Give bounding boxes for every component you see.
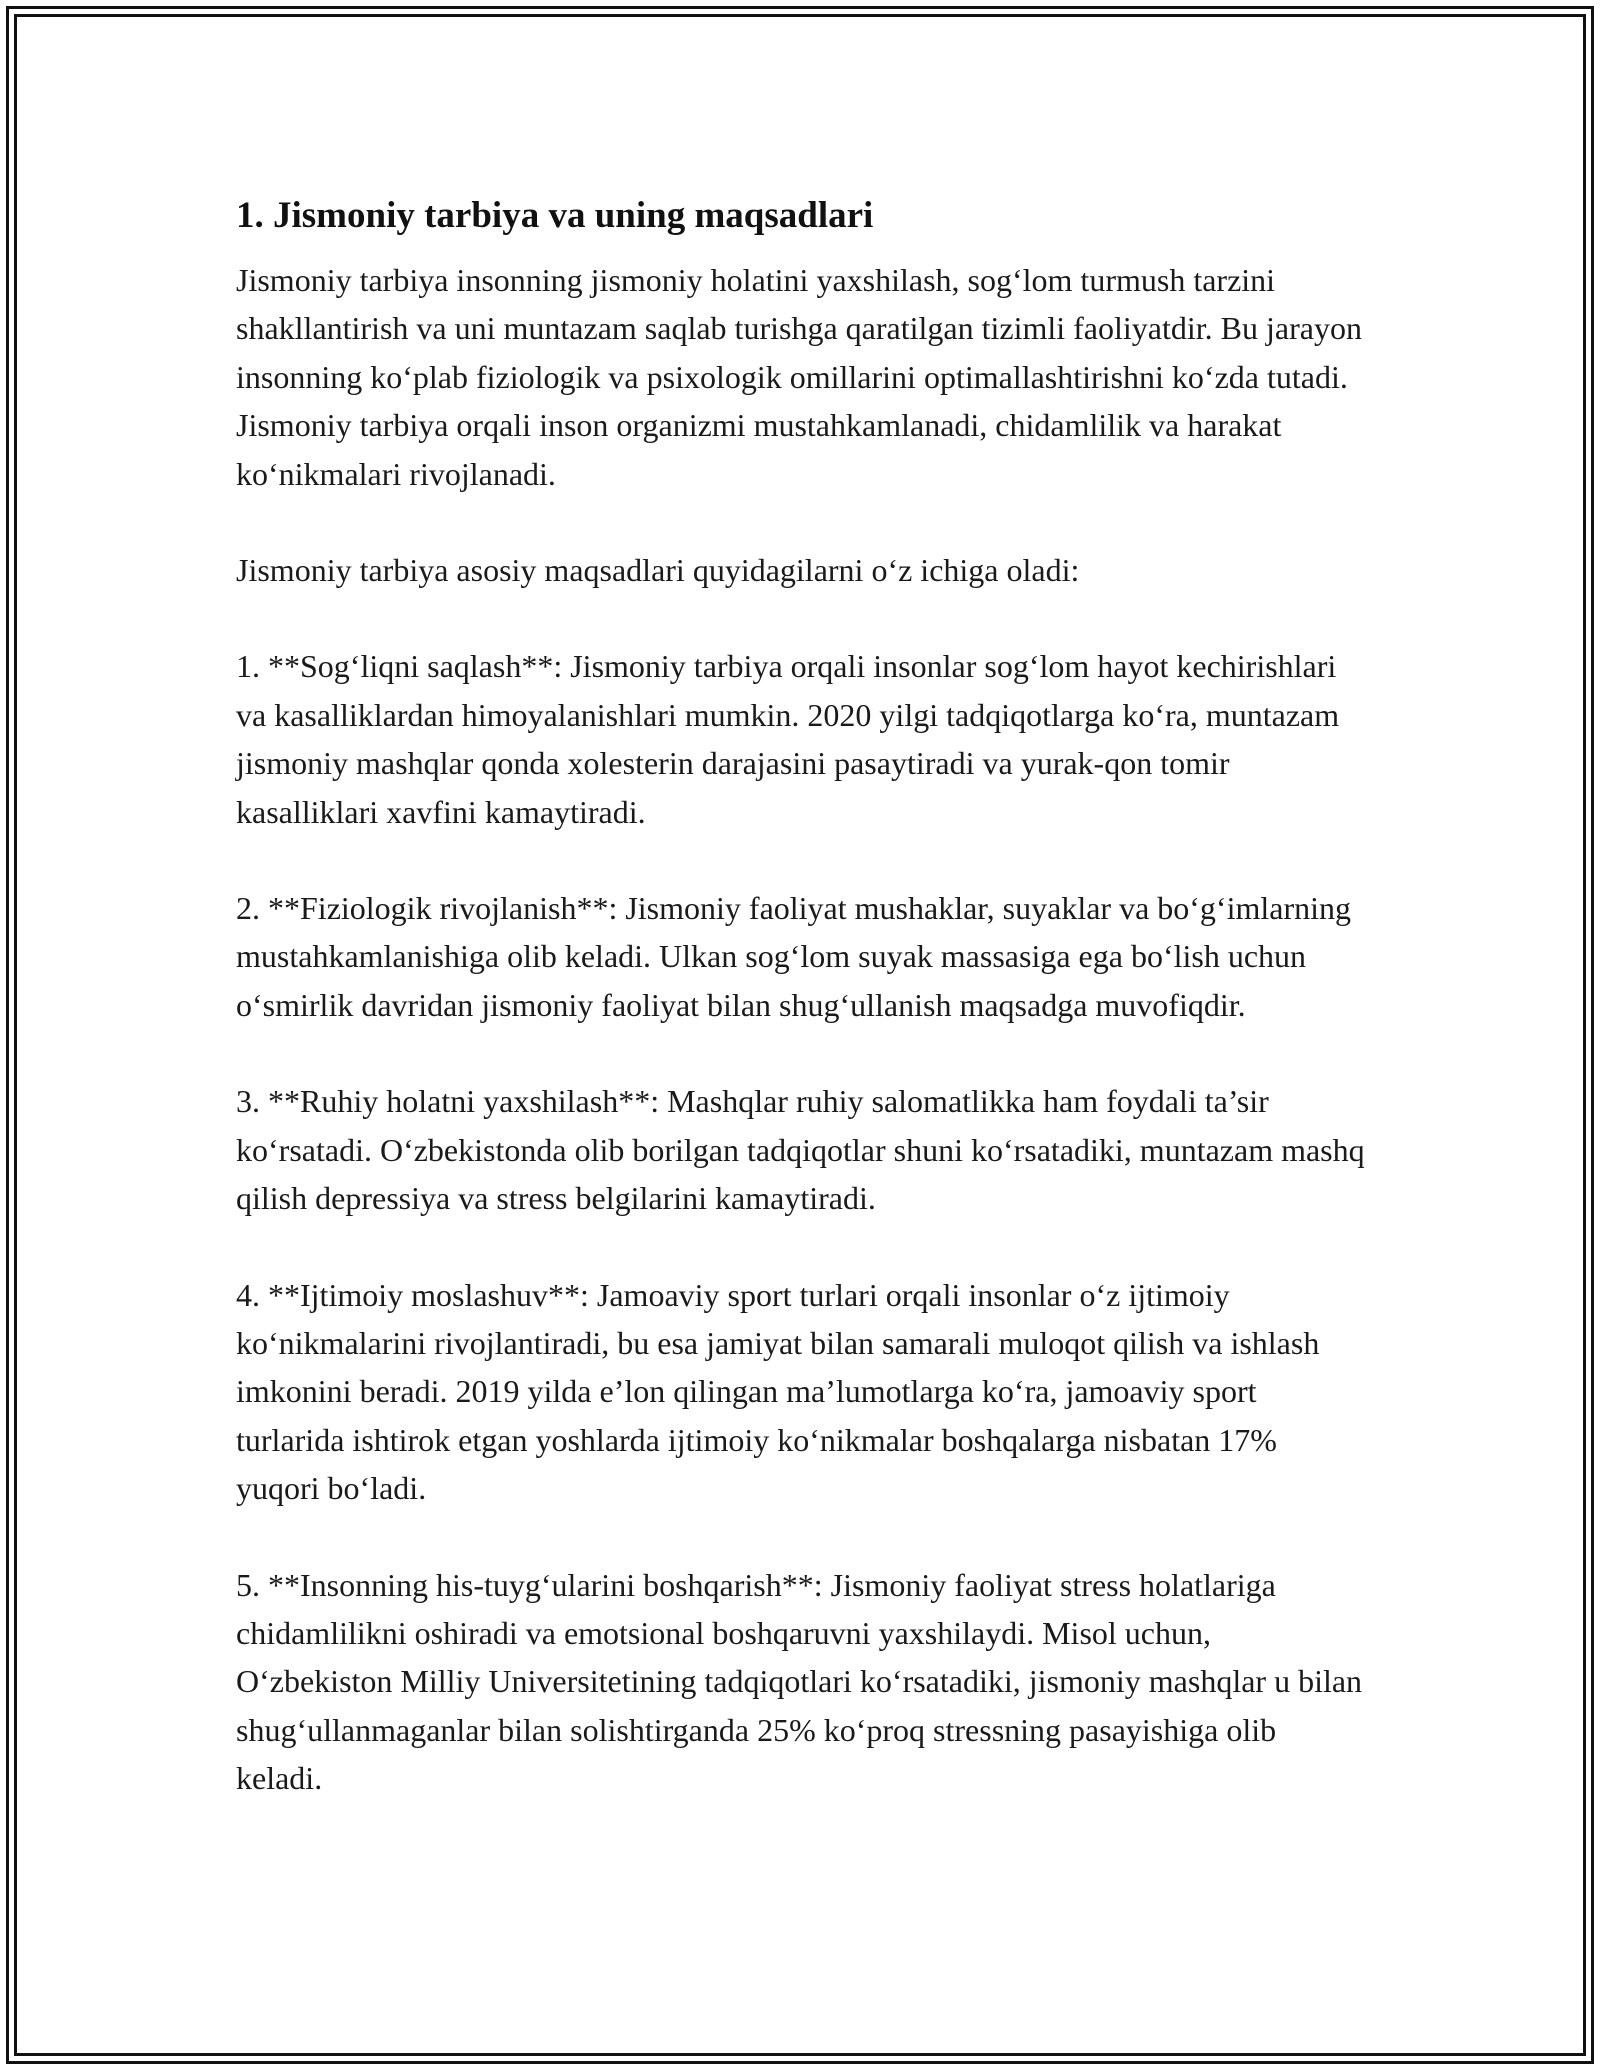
goal-item-mental: 3. **Ruhiy holatni yaxshilash**: Mashqlar ruhiy salomatlikka ham foydali ta’sir ko‘rsatadi. O‘zbekistonda olib borilgan tadqiqotlar shuni ko‘rsatadiki, muntazam mashq qilish depressiya va stress belgilarini kamaytiradi.	[236, 1083, 1365, 1217]
goal-item-emotions: 5. **Insonning his-tuyg‘ularini boshqarish**: Jismoniy faoliyat stress holatlariga chidamlilikni oshiradi va emotsional boshqaruvni yaxshilaydi. Misol uchun, O‘zbekiston Milliy Universitetining tadqiqotlari ko‘rsatadiki, jismoniy mashqlar u bilan shug‘ullanmaganlar bilan solishtirganda 25% ko‘proq stressning pasayishiga olib keladi.	[236, 1566, 1363, 1797]
goal-item-physiological: 2. **Fiziologik rivojlanish**: Jismoniy faoliyat mushaklar, suyaklar va bo‘g‘imlarning mustahkamlanishiga olib keladi. Ulkan sog‘lom suyak massasiga ega bo‘lish uchun o‘smirlik davridan jismoniy faoliyat bilan shug‘ullanish maqsadga muvofiqdir.	[236, 890, 1351, 1023]
goals-lead-paragraph: Jismoniy tarbiya asosiy maqsadlari quyidagilarni o‘z ichiga oladi:	[236, 552, 1080, 589]
goal-item-social: 4. **Ijtimoiy moslashuv**: Jamoaviy sport turlari orqali insonlar o‘z ijtimoiy ko‘nikmalarini rivojlantiradi, bu esa jamiyat bilan samarali muloqot qilish va ishlash imkonini beradi. 2019 yilda e’lon qilingan ma’lumotlarga ko‘ra, jamoaviy sport turlarida ishtirok etgan yoshlarda ijtimoiy ko‘nikmalar boshqalarga nisbatan 17% yuqori bo‘ladi.	[236, 1276, 1320, 1507]
section-title: 1. Jismoniy tarbiya va uning maqsadlari	[236, 195, 874, 236]
intro-paragraph: Jismoniy tarbiya insonning jismoniy holatini yaxshilash, sog‘lom turmush tarzini shakllantirish va uni muntazam saqlab turishga qaratilgan tizimli faoliyatdir. Bu jarayon insonning ko‘plab fiziologik va psixologik omillarini optimallashtirishni ko‘zda tutadi. Jismoniy tarbiya orqali inson organizmi mustahkamlanadi, chidamlilik va harakat ko‘nikmalari rivojlanadi.	[236, 262, 1362, 492]
goal-item-health: 1. **Sog‘liqni saqlash**: Jismoniy tarbiya orqali insonlar sog‘lom hayot kechirishlari va kasalliklardan himoyalanishlari mumkin. 2020 yilgi tadqiqotlarga ko‘ra, muntazam jismoniy mashqlar qonda xolesterin darajasini pasaytiradi va yurak-qon tomir kasalliklari xavfini kamaytiradi.	[236, 648, 1340, 830]
document-body	[236, 188, 1366, 1851]
